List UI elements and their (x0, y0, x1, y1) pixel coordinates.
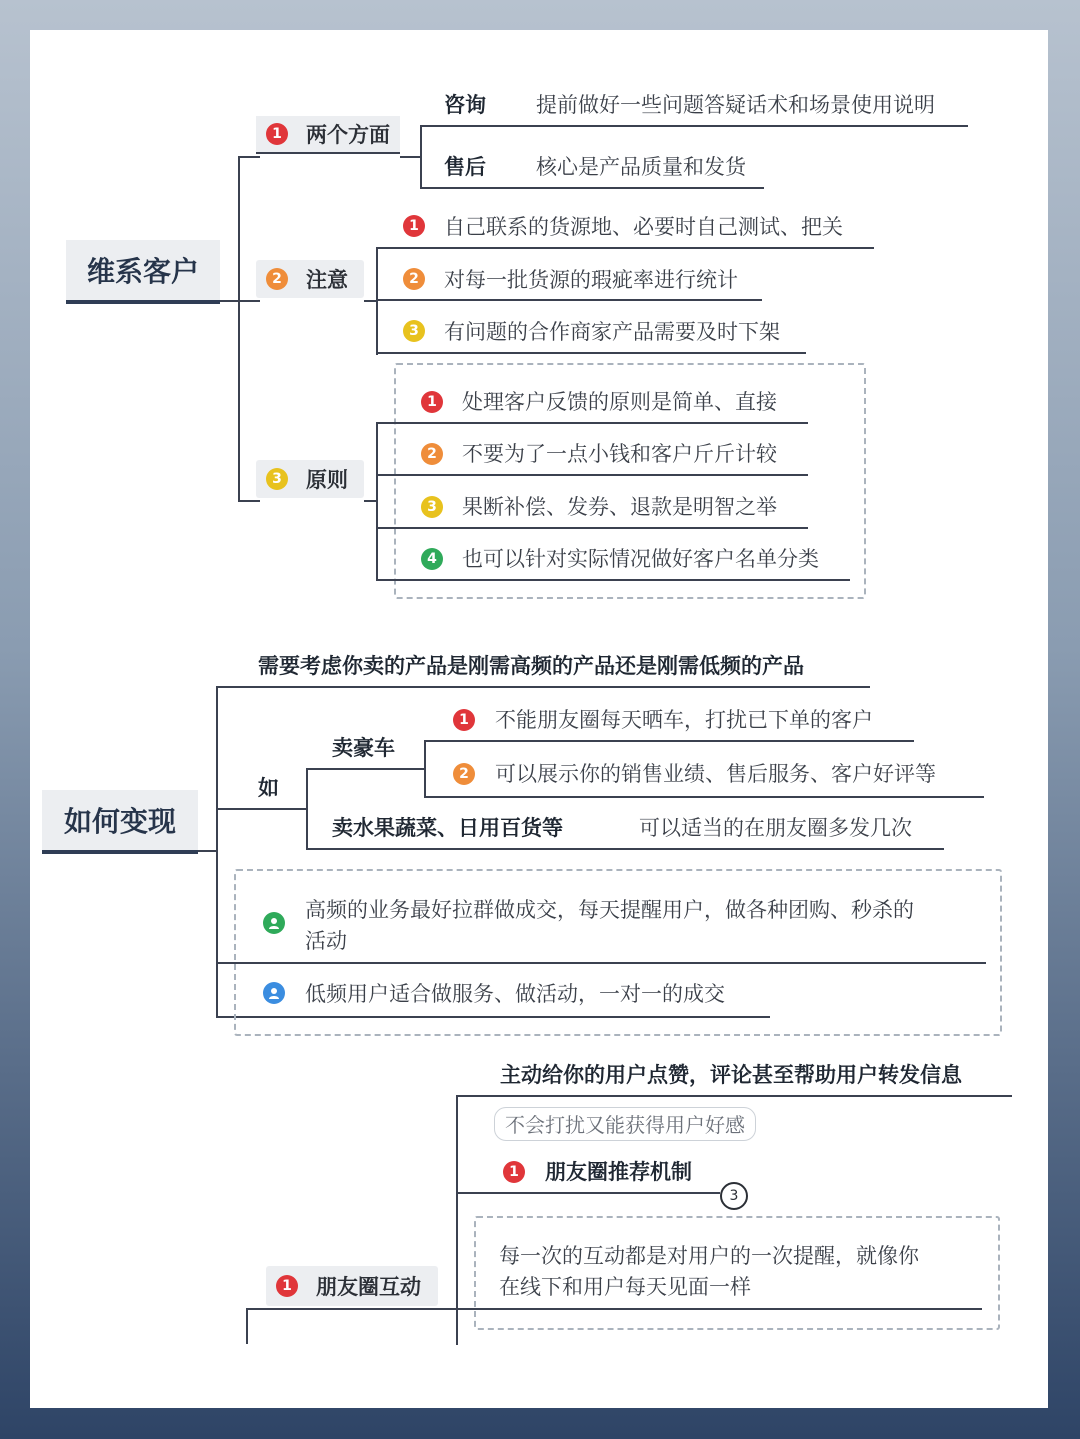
note-low-frequency: 低频用户适合做服务、做活动，一对一的成交 (305, 982, 725, 1006)
number-1-icon: 1 (453, 709, 475, 731)
label-luxury-car: 卖豪车 (332, 736, 395, 760)
connector (376, 579, 850, 581)
connector (376, 474, 808, 476)
connector (456, 1308, 982, 1310)
connector (216, 686, 218, 1018)
connector (420, 187, 764, 189)
key-after-sales: 售后 (444, 155, 486, 179)
branch-label: 两个方面 (306, 123, 390, 147)
number-1-icon: 1 (276, 1275, 298, 1297)
connector (424, 740, 426, 798)
number-1-icon: 1 (503, 1161, 525, 1183)
connector (238, 156, 240, 502)
topic-monetization[interactable] (42, 790, 198, 854)
number-2-icon: 2 (266, 268, 288, 290)
connector (238, 156, 260, 158)
branch-label: 朋友圈互动 (316, 1275, 421, 1299)
value-consult: 提前做好一些问题答疑话术和场景使用说明 (536, 93, 935, 117)
number-2-icon: 2 (403, 268, 425, 290)
attention-item: 自己联系的货源地、必要时自己测试、把关 (444, 215, 843, 239)
number-2-icon: 2 (421, 443, 443, 465)
monetization-headline: 需要考虑你卖的产品是刚需高频的产品还是刚需低频的产品 (258, 654, 804, 678)
person-icon-green (263, 912, 285, 934)
connector (246, 1308, 458, 1310)
person-icon-blue (263, 982, 285, 1004)
connector (246, 1308, 248, 1344)
branch-moments-interaction[interactable] (266, 1266, 438, 1306)
connector (400, 156, 422, 158)
number-1-icon: 1 (421, 391, 443, 413)
note-high-frequency-cont: 活动 (305, 929, 347, 953)
number-3-icon: 3 (403, 320, 425, 342)
connector (216, 686, 870, 688)
connector (456, 1192, 720, 1194)
connector (420, 125, 968, 127)
connector (420, 125, 422, 189)
notes-dashed-box (234, 869, 1002, 1036)
connector (220, 300, 240, 302)
connector (376, 352, 806, 354)
number-1-icon: 1 (403, 215, 425, 237)
principle-item: 不要为了一点小钱和客户斤斤计较 (462, 442, 777, 466)
tag-pill: 不会打扰又能获得用户好感 (494, 1107, 756, 1141)
mechanism-label: 朋友圈推荐机制 (545, 1160, 692, 1184)
interaction-note-line2: 在线下和用户每天见面一样 (499, 1275, 751, 1299)
label-fruit-veg: 卖水果蔬菜、日用百货等 (332, 816, 563, 840)
topic-retain-customers[interactable] (66, 240, 220, 304)
attention-item: 有问题的合作商家产品需要及时下架 (444, 320, 780, 344)
number-3-icon: 3 (421, 496, 443, 518)
branch-two-aspects[interactable] (256, 116, 400, 154)
number-4-icon: 4 (421, 548, 443, 570)
connector (424, 740, 914, 742)
connector (306, 768, 308, 850)
note-high-frequency: 高频的业务最好拉群做成交，每天提醒用户，做各种团购、秒杀的 (305, 898, 914, 922)
connector (238, 300, 260, 302)
connector (376, 527, 808, 529)
topic-label: 如何变现 (63, 805, 176, 838)
number-3-icon: 3 (266, 468, 288, 490)
connector (376, 299, 762, 301)
principle-item: 处理客户反馈的原则是简单、直接 (462, 390, 777, 414)
branch-attention[interactable] (256, 260, 364, 298)
principle-item: 也可以针对实际情况做好客户名单分类 (462, 547, 819, 571)
branch-principles[interactable] (256, 460, 364, 498)
fruit-veg-text: 可以适当的在朋友圈多发几次 (639, 816, 912, 840)
car-item: 可以展示你的销售业绩、售后服务、客户好评等 (495, 762, 936, 786)
connector (424, 796, 984, 798)
interaction-headline: 主动给你的用户点赞，评论甚至帮助用户转发信息 (500, 1063, 962, 1087)
connector (376, 422, 378, 580)
connector (306, 848, 944, 850)
branch-label: 注意 (306, 268, 348, 292)
number-2-icon: 2 (453, 763, 475, 785)
mindmap-canvas (30, 30, 1048, 1408)
number-1-icon: 1 (266, 123, 288, 145)
collapse-count-badge[interactable]: 3 (720, 1182, 748, 1210)
connector (376, 422, 808, 424)
key-consult: 咨询 (444, 93, 486, 117)
attention-item: 对每一批货源的瑕疵率进行统计 (444, 268, 738, 292)
principle-item: 果断补偿、发券、退款是明智之举 (462, 495, 777, 519)
label-ru: 如 (258, 776, 279, 800)
topic-label: 维系客户 (86, 255, 199, 288)
connector (216, 808, 308, 810)
interaction-note-line1: 每一次的互动都是对用户的一次提醒，就像你 (499, 1244, 919, 1268)
connector (238, 500, 260, 502)
branch-label: 原则 (306, 468, 348, 492)
connector (376, 247, 874, 249)
connector (456, 1095, 1012, 1097)
connector (376, 247, 378, 355)
value-after-sales: 核心是产品质量和发货 (536, 155, 746, 179)
connector (198, 850, 218, 852)
car-item: 不能朋友圈每天晒车，打扰已下单的客户 (495, 708, 873, 732)
connector (306, 768, 424, 770)
